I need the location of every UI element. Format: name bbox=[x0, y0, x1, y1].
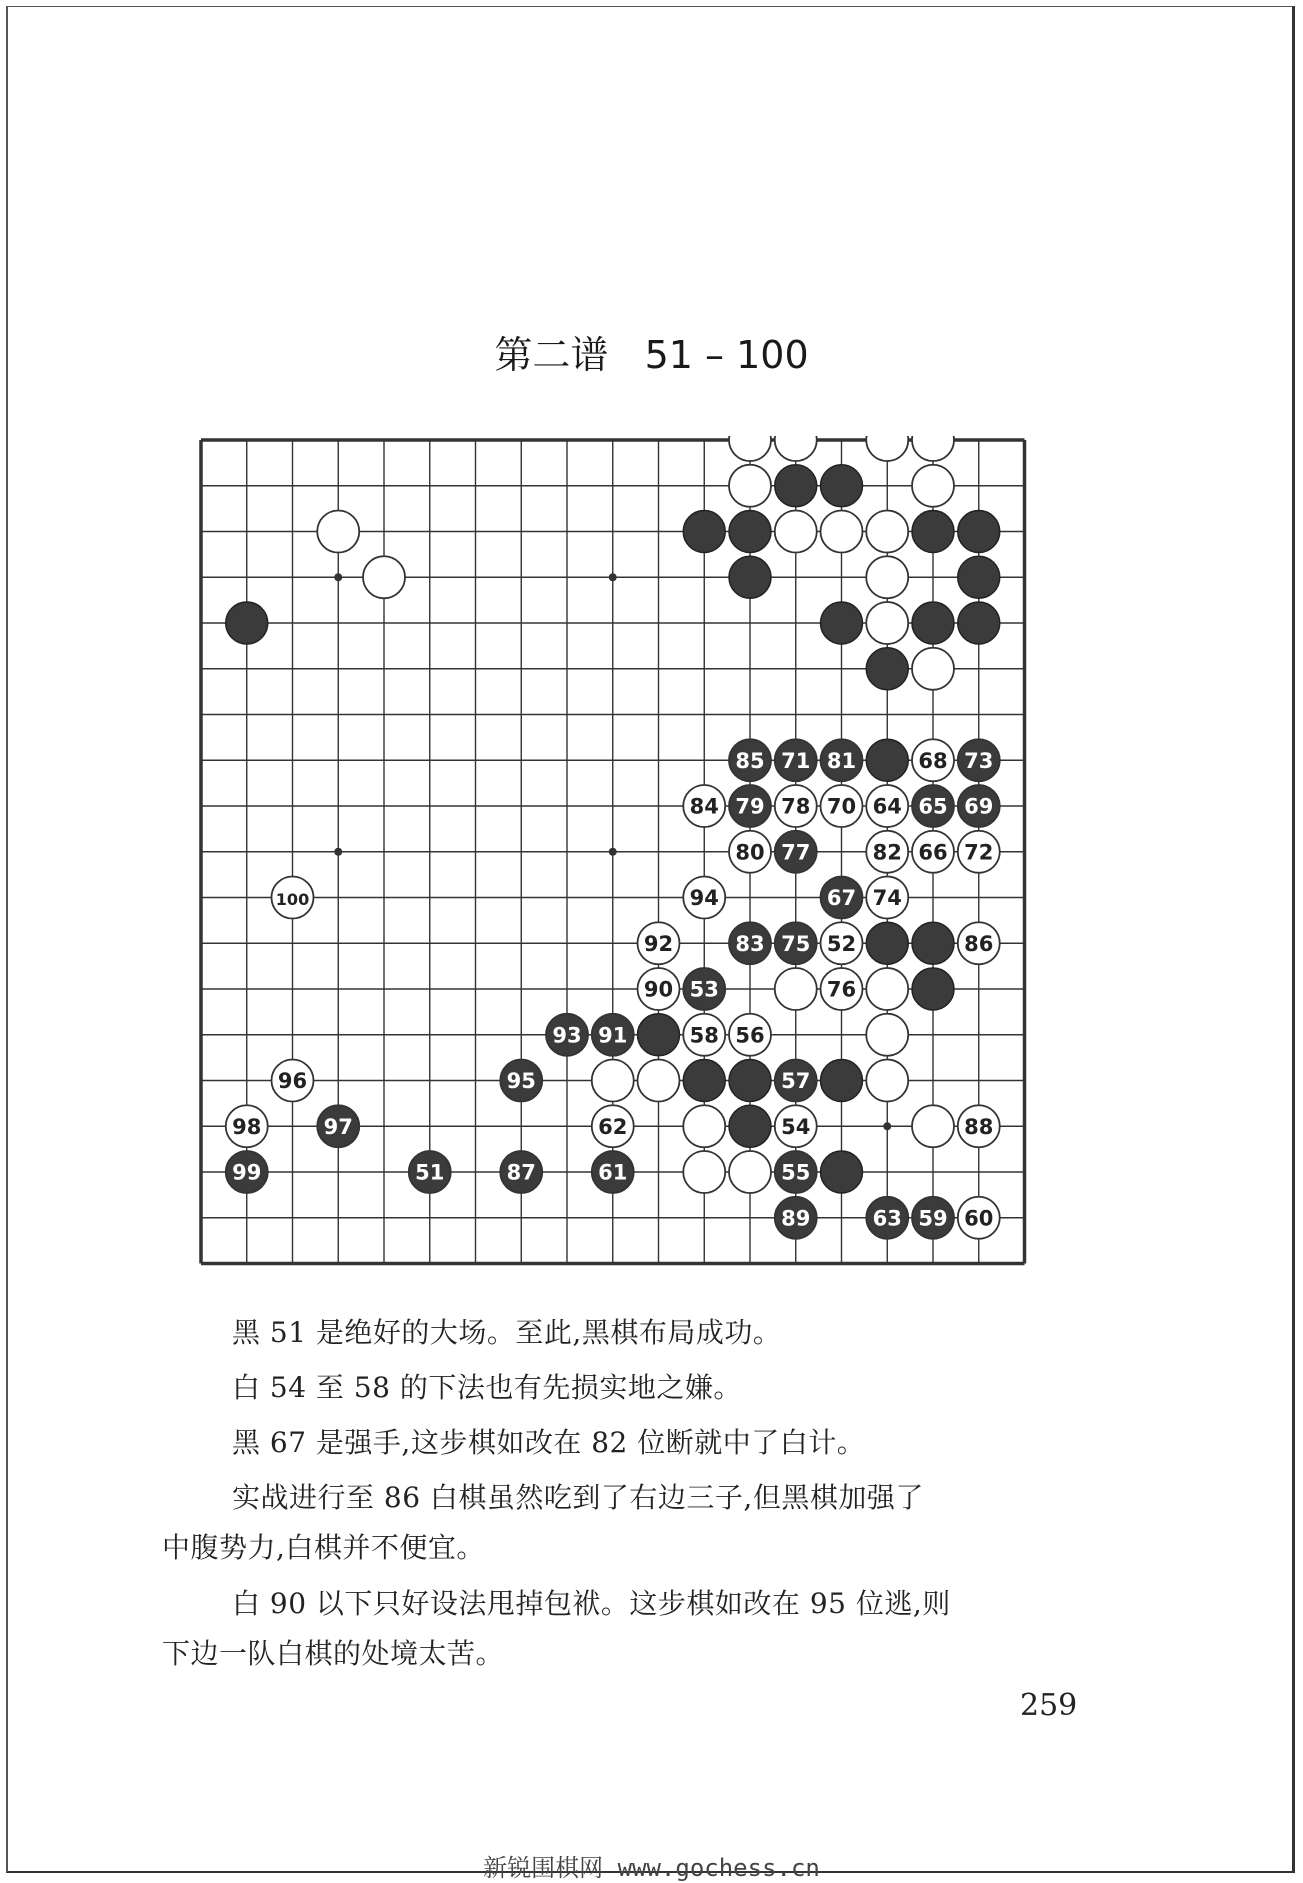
move-number: 71 bbox=[781, 748, 811, 773]
white-stone bbox=[317, 511, 359, 553]
black-stone bbox=[683, 511, 725, 553]
diagram-title bbox=[0, 324, 1303, 379]
star-point bbox=[883, 1122, 891, 1130]
move-number: 83 bbox=[735, 931, 765, 956]
move-number: 89 bbox=[781, 1206, 811, 1231]
move-number: 72 bbox=[964, 840, 994, 865]
white-stone bbox=[729, 465, 771, 507]
move-number: 94 bbox=[689, 886, 719, 910]
black-stone bbox=[775, 465, 817, 507]
white-stone bbox=[866, 511, 908, 553]
commentary-line-3: 黑 67 是强手,这步棋如改在 82 位断就中了白计。 bbox=[232, 1426, 866, 1459]
move-number: 75 bbox=[781, 931, 811, 956]
move-number: 93 bbox=[552, 1023, 582, 1048]
black-stone bbox=[912, 602, 954, 644]
white-stone bbox=[638, 1060, 680, 1102]
white-stone bbox=[912, 465, 954, 507]
move-number: 59 bbox=[918, 1206, 948, 1231]
white-stone bbox=[592, 1060, 634, 1102]
move-number: 64 bbox=[872, 794, 902, 819]
white-stone bbox=[729, 436, 771, 461]
move-number: 74 bbox=[872, 886, 902, 910]
black-stone bbox=[958, 511, 1000, 553]
move-number: 52 bbox=[826, 931, 857, 956]
commentary-line-2: 白 54 至 58 的下法也有先损实地之嫌。 bbox=[232, 1371, 742, 1404]
star-point bbox=[334, 573, 342, 581]
title-label: 第二谱 bbox=[494, 333, 609, 377]
black-stone bbox=[821, 602, 863, 644]
black-stone bbox=[821, 465, 863, 507]
page-number: 259 bbox=[1020, 1688, 1078, 1723]
white-stone bbox=[912, 648, 954, 690]
black-stone bbox=[226, 602, 268, 644]
white-stone bbox=[775, 968, 817, 1010]
move-number: 90 bbox=[643, 977, 674, 1002]
move-number: 79 bbox=[735, 794, 765, 819]
move-number: 73 bbox=[964, 748, 994, 773]
black-stone bbox=[729, 1060, 771, 1102]
black-stone bbox=[638, 1014, 680, 1056]
black-stone bbox=[729, 511, 771, 553]
white-stone bbox=[866, 1060, 908, 1102]
star-point bbox=[609, 573, 617, 581]
black-stone bbox=[912, 968, 954, 1010]
black-stone bbox=[821, 1151, 863, 1193]
move-number: 70 bbox=[826, 794, 857, 819]
move-number: 51 bbox=[415, 1160, 445, 1185]
white-stone bbox=[729, 1151, 771, 1193]
move-number: 80 bbox=[735, 840, 765, 865]
white-stone bbox=[866, 602, 908, 644]
white-stone bbox=[363, 556, 405, 598]
move-number: 58 bbox=[689, 1023, 719, 1048]
star-point bbox=[609, 848, 617, 856]
move-number: 76 bbox=[826, 977, 857, 1002]
white-stone bbox=[866, 1014, 908, 1056]
move-number: 66 bbox=[918, 840, 948, 865]
title-move-range: 51 – 100 bbox=[644, 333, 809, 377]
commentary-line-1: 黑 51 是绝好的大场。至此,黑棋布局成功。 bbox=[232, 1316, 782, 1349]
move-number: 95 bbox=[506, 1069, 536, 1093]
move-number: 81 bbox=[826, 748, 857, 773]
move-number: 55 bbox=[781, 1160, 811, 1185]
move-number: 91 bbox=[598, 1023, 628, 1048]
white-stone bbox=[821, 511, 863, 553]
move-number: 62 bbox=[598, 1114, 628, 1139]
black-stone bbox=[729, 556, 771, 598]
white-stone bbox=[683, 1151, 725, 1193]
commentary-line-5: 中腹势力,白棋并不便宜。 bbox=[162, 1531, 485, 1564]
black-stone bbox=[866, 922, 908, 964]
move-number: 65 bbox=[918, 794, 948, 819]
black-stone bbox=[912, 922, 954, 964]
black-stone bbox=[958, 556, 1000, 598]
white-stone bbox=[683, 1105, 725, 1147]
black-stone bbox=[821, 1060, 863, 1102]
move-number: 97 bbox=[323, 1114, 353, 1139]
move-number: 54 bbox=[781, 1114, 811, 1139]
black-stone bbox=[683, 1060, 725, 1102]
white-stone bbox=[912, 1105, 954, 1147]
white-stone bbox=[912, 436, 954, 461]
move-number: 56 bbox=[735, 1023, 765, 1048]
move-number: 67 bbox=[826, 886, 857, 910]
move-number: 69 bbox=[964, 794, 994, 819]
white-stone bbox=[866, 968, 908, 1010]
move-number: 57 bbox=[781, 1069, 811, 1093]
white-stone bbox=[866, 556, 908, 598]
white-stone bbox=[866, 436, 908, 461]
move-number: 85 bbox=[735, 748, 765, 773]
black-stone bbox=[912, 511, 954, 553]
move-number: 78 bbox=[781, 794, 811, 819]
move-number: 53 bbox=[689, 977, 719, 1002]
move-number: 82 bbox=[872, 840, 902, 865]
site-watermark: 新锐围棋网 www.gochess.cn bbox=[483, 1854, 820, 1882]
commentary-line-7: 下边一队白棋的处境太苦。 bbox=[162, 1637, 505, 1670]
move-number: 77 bbox=[781, 840, 811, 865]
black-stone bbox=[866, 739, 908, 781]
move-number: 63 bbox=[872, 1206, 902, 1231]
black-stone bbox=[729, 1105, 771, 1147]
move-number: 99 bbox=[232, 1160, 262, 1185]
move-number: 61 bbox=[598, 1160, 628, 1185]
black-stone bbox=[866, 648, 908, 690]
move-number: 100 bbox=[275, 890, 310, 909]
move-number: 92 bbox=[643, 931, 674, 956]
move-number: 98 bbox=[232, 1114, 262, 1139]
move-number: 84 bbox=[689, 794, 719, 819]
move-number: 60 bbox=[964, 1206, 994, 1231]
commentary-line-6: 白 90 以下只好设法甩掉包袱。这步棋如改在 95 位逃,则 bbox=[232, 1587, 951, 1620]
commentary-line-4: 实战进行至 86 白棋虽然吃到了右边三子,但黑棋加强了 bbox=[232, 1481, 924, 1514]
black-stone bbox=[958, 602, 1000, 644]
star-point bbox=[334, 848, 342, 856]
move-number: 96 bbox=[277, 1069, 308, 1093]
move-number: 68 bbox=[918, 748, 948, 773]
white-stone bbox=[775, 436, 817, 461]
move-number: 87 bbox=[506, 1160, 536, 1185]
move-number: 86 bbox=[964, 931, 994, 956]
move-number: 88 bbox=[964, 1114, 994, 1139]
white-stone bbox=[775, 511, 817, 553]
go-board bbox=[197, 436, 1030, 1269]
